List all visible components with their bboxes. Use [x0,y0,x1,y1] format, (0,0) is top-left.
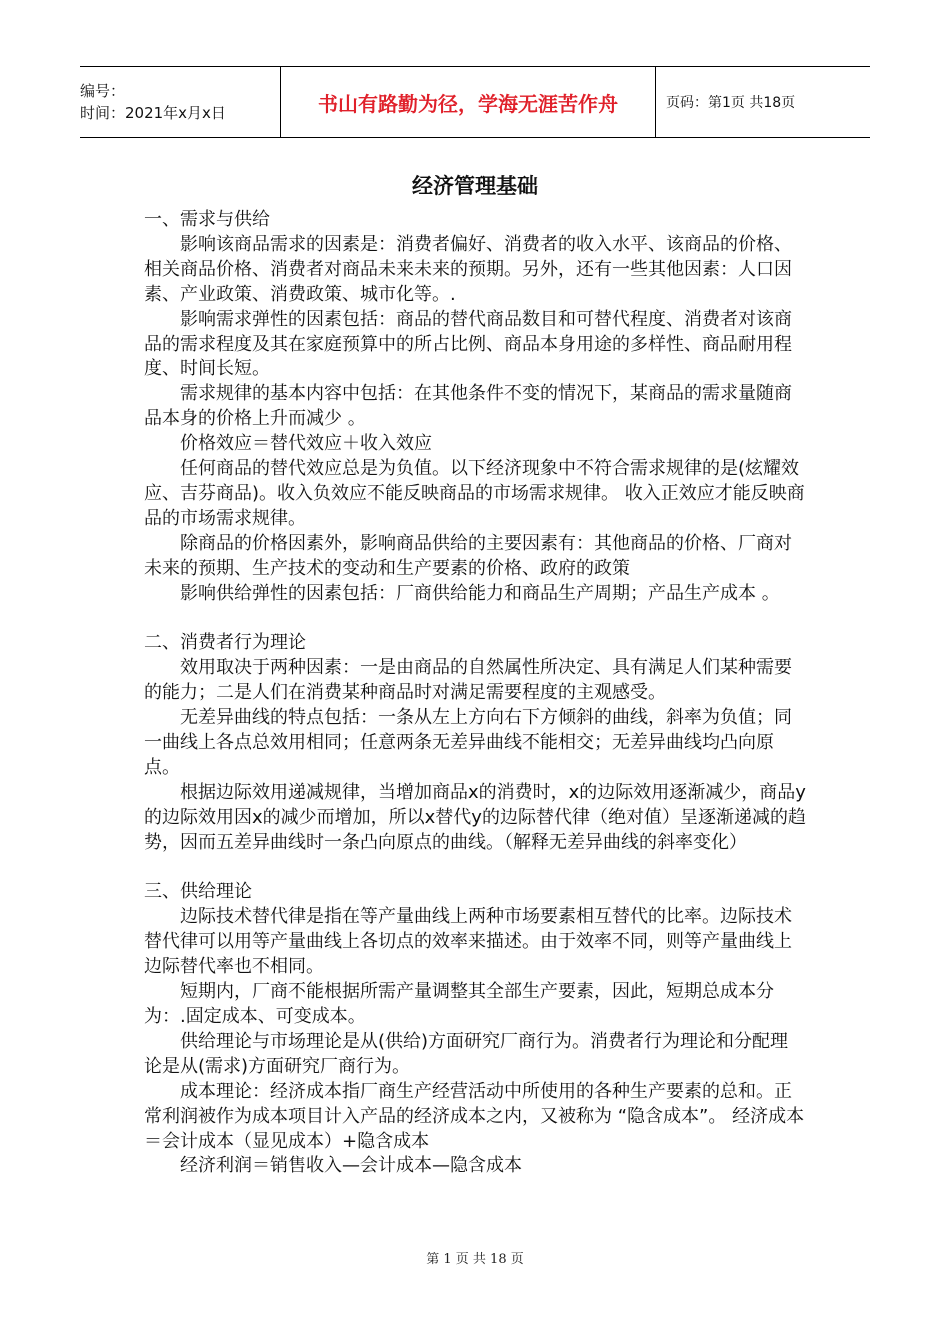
paragraph: 除商品的价格因素外，影响商品供给的主要因素有：其他商品的价格、厂商对未来的预期、生产技术的变动和生产要素的价格、政府的政策 [144,532,792,579]
document-number-label: 编号： [80,82,126,100]
paragraph: 供给理论与市场理论是从(供给)方面研究厂商行为。消费者行为理论和分配理论是从(需求)方面研究厂商行为。 [144,1030,789,1077]
section-heading: 一、需求与供给 [144,209,270,230]
paragraph: 效用取决于两种因素：一是由商品的自然属性所决定、具有满足人们某种需要的能力；二是人们在消费某种商品时对满足需要程度的主观感受。 [144,657,792,704]
section-heading: 二、消费者行为理论 [144,632,306,654]
section-spacer [144,856,806,881]
paragraph: 影响供给弹性的因素包括：厂商供给能力和商品生产周期；产品生产成本 。 [180,582,780,604]
page-footer: 第 1 页 共 18 页 [426,1252,524,1267]
paragraph: 任何商品的替代效应总是为负值。以下经济现象中不符合需求规律的是(炫耀效应、吉芬商品)。收入负效应不能反映商品的市场需求规律。 收入正效应才能反映商品的市场需求规律。 [144,458,805,529]
paragraph: 无差异曲线的特点包括：一条从左上方向右下方倾斜的曲线，斜率为负值；同一曲线上各点总效用相同；任意两条无差异曲线不能相交；无差异曲线均凸向原点。 [144,707,792,778]
paragraph: 价格效应＝替代效应＋收入效应 [180,433,432,455]
header-motto: 书山有路勤为径，学海无涯苦作舟 [318,91,618,116]
paragraph: 短期内，厂商不能根据所需产量调整其全部生产要素，因此，短期总成本分为：.固定成本、可变成本。 [144,981,774,1027]
paragraph: 需求规律的基本内容中包括：在其他条件不变的情况下，某商品的需求量随商品本身的价格上升而减少 。 [144,383,792,430]
document-time-label: 时间：2021年x月x日 [80,104,226,122]
header-page-cell [656,67,870,137]
header-meta [80,67,280,137]
document-body [144,208,806,1179]
paragraph: 影响需求弹性的因素包括：商品的替代商品数目和可替代程度、消费者对该商品的需求程度及其在家庭预算中的所占比例、商品本身用途的多样性、商品耐用程度、时间长短。 [144,308,792,380]
page-header [80,66,870,138]
header-page-info: 页码：第1页 共18页 [666,95,796,111]
section-heading: 三、供给理论 [144,881,252,903]
paragraph: 边际技术替代律是指在等产量曲线上两种市场要素相互替代的比率。边际技术替代律可以用等产量曲线上各切点的效率来描述。由于效率不同，则等产量曲线上边际替代率也不相同。 [144,906,792,978]
paragraph: 经济利润＝销售收入—会计成本—隐含成本 [180,1155,522,1177]
section-spacer [144,607,806,632]
paragraph: 根据边际效用递减规律，当增加商品x的消费时，x的边际效用逐渐减少，商品y的边际效用因x的减少而增加，所以x替代y的边际替代律（绝对值）呈逐渐递减的趋势，因而五差异曲线时一条凸向原点的曲线。（解释无差异曲线的斜率变化） [144,781,806,853]
paragraph: 成本理论：经济成本指厂商生产经营活动中所使用的各种生产要素的总和。正常利润被作为成本项目计入产品的经济成本之内，又被称为 “隐含成本”。 经济成本＝会计成本（显见成本）+隐含成本 [144,1080,805,1152]
header-motto-cell [280,67,656,137]
paragraph: 影响该商品需求的因素是：消费者偏好、消费者的收入水平、该商品的价格、相关商品价格、消费者对商品未来未来的预期。另外，还有一些其他因素：人口因素、产业政策、消费政策、城市化等。. [144,233,792,305]
document-title: 经济管理基础 [412,174,538,198]
